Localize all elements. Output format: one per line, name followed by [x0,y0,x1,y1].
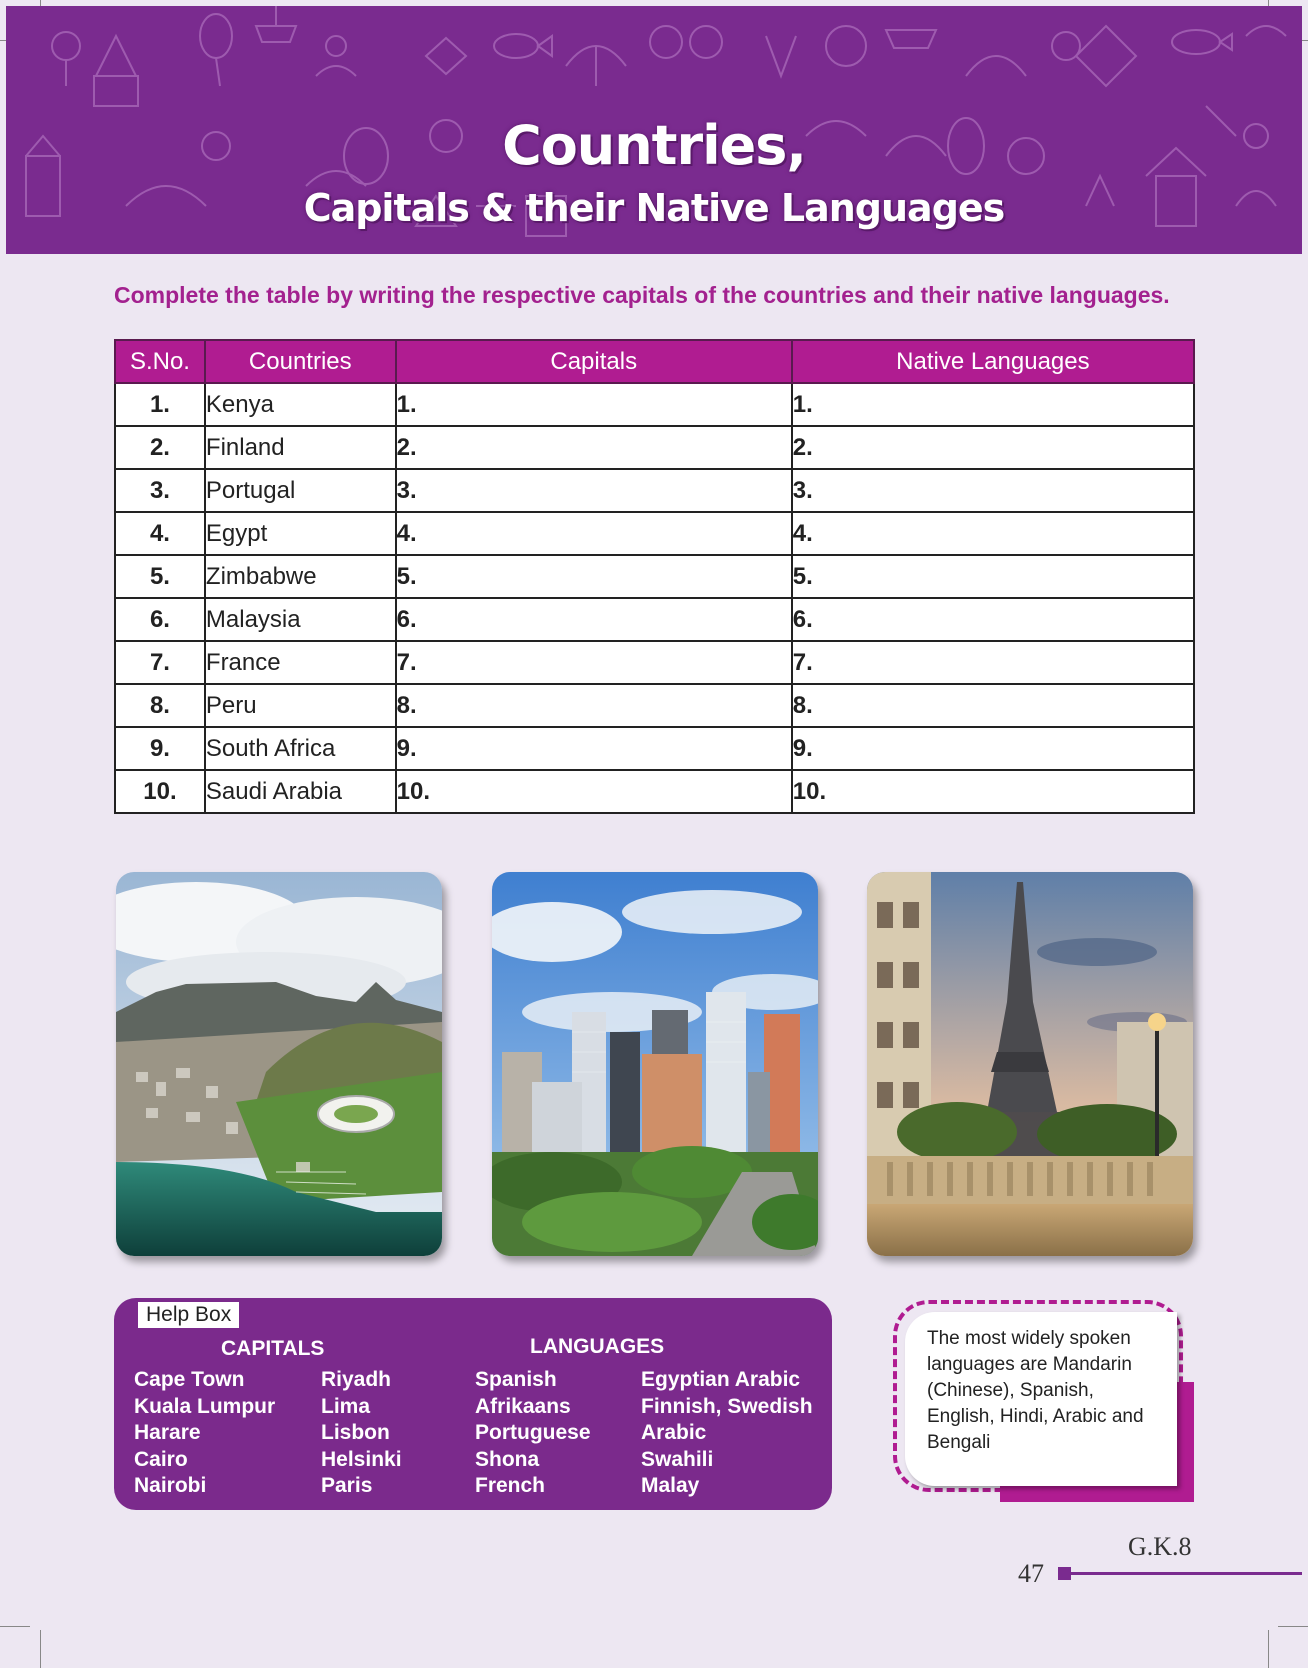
country-cell: Kenya [205,383,396,426]
capital-answer-cell[interactable]: 4. [396,512,792,555]
table-row [115,684,1194,727]
list-item: Kuala Lumpur [134,1394,276,1418]
sno-cell: 1. [115,383,205,426]
capitals-column-1 [134,1367,275,1500]
list-item: Riyadh [321,1368,392,1391]
country-cell: Portugal [205,469,396,512]
capital-answer-cell[interactable]: 1. [396,383,792,426]
table-row [115,383,1194,426]
table-row [115,426,1194,469]
sno-cell: 2. [115,426,205,469]
capital-answer-cell[interactable]: 2. [396,426,792,469]
capital-answer-cell[interactable]: 10. [396,770,792,813]
sno-cell: 6. [115,598,205,641]
language-answer-cell[interactable]: 2. [792,426,1194,469]
languages-heading: LANGUAGES [530,1335,665,1358]
list-item: Spanish [475,1368,557,1391]
header-sno: S.No. [115,340,205,383]
list-item: Portuguese [475,1421,591,1444]
capital-answer-cell[interactable]: 8. [396,684,792,727]
list-item: Swahili [641,1447,714,1471]
country-cell: Zimbabwe [205,555,396,598]
table-row [115,555,1194,598]
country-cell: Peru [205,684,396,727]
capitals-column-2 [321,1367,402,1500]
sno-cell: 4. [115,512,205,555]
list-item: Lima [321,1394,371,1418]
list-item: Afrikaans [475,1394,571,1418]
list-item: Paris [321,1474,373,1497]
instruction-text: Complete the table by writing the respective capitals of the countries and their native languages. [114,282,1170,308]
crop-mark [1278,1626,1308,1627]
sno-cell: 9. [115,727,205,770]
list-item: Finnish, Swedish [641,1394,813,1418]
crop-mark [40,1630,41,1668]
list-item: Cape Town [134,1368,245,1391]
fact-box: The most widely spoken languages are Mandarin (Chinese), Spanish, English, Hindi, Arabic and Bengali [905,1312,1177,1486]
header-banner [6,6,1302,254]
table-row [115,598,1194,641]
cape-town-photo [116,872,442,1256]
list-item: French [475,1474,546,1497]
list-item: Malay [641,1474,700,1497]
sno-cell: 7. [115,641,205,684]
table-row [115,727,1194,770]
list-item: Arabic [641,1421,707,1444]
language-answer-cell[interactable]: 8. [792,684,1194,727]
country-cell: Saudi Arabia [205,770,396,813]
list-item: Nairobi [134,1474,207,1497]
city-skyline-photo [492,872,818,1256]
table-row [115,770,1194,813]
capital-answer-cell[interactable]: 7. [396,641,792,684]
list-item: Shona [475,1447,540,1471]
capital-answer-cell[interactable]: 5. [396,555,792,598]
table-row [115,469,1194,512]
sno-cell: 10. [115,770,205,813]
languages-column-1 [475,1367,591,1500]
country-cell: Egypt [205,512,396,555]
list-item: Lisbon [321,1421,390,1444]
page-title: Countries, [502,114,806,177]
table-row [115,641,1194,684]
list-item: Egyptian Arabic [641,1368,801,1391]
list-item: Helsinki [321,1447,402,1471]
crop-mark [0,1626,30,1627]
page-marker-line [1062,1572,1302,1575]
language-answer-cell[interactable]: 10. [792,770,1194,813]
header-native-languages: Native Languages [792,340,1194,383]
languages-column-2 [641,1367,813,1500]
language-answer-cell[interactable]: 7. [792,641,1194,684]
language-answer-cell[interactable]: 9. [792,727,1194,770]
language-answer-cell[interactable]: 5. [792,555,1194,598]
country-cell: South Africa [205,727,396,770]
capital-answer-cell[interactable]: 3. [396,469,792,512]
header-capitals: Capitals [396,340,792,383]
sno-cell: 8. [115,684,205,727]
list-item: Cairo [134,1447,188,1471]
country-cell: Malaysia [205,598,396,641]
country-cell: Finland [205,426,396,469]
countries-table [114,339,1195,814]
capitals-heading: CAPITALS [221,1337,325,1360]
language-answer-cell[interactable]: 6. [792,598,1194,641]
table-header-row [115,340,1194,383]
header-countries: Countries [205,340,396,383]
country-cell: France [205,641,396,684]
table-row [115,512,1194,555]
eiffel-tower-photo [867,872,1193,1256]
book-label: G.K.8 [1128,1532,1192,1561]
page-number: 47 [1018,1559,1044,1588]
list-item: Harare [134,1421,201,1444]
capital-answer-cell[interactable]: 6. [396,598,792,641]
sno-cell: 3. [115,469,205,512]
language-answer-cell[interactable]: 4. [792,512,1194,555]
sno-cell: 5. [115,555,205,598]
crop-mark [1268,1630,1269,1668]
language-answer-cell[interactable]: 3. [792,469,1194,512]
help-box-tab: Help Box [138,1302,239,1328]
language-answer-cell[interactable]: 1. [792,383,1194,426]
capital-answer-cell[interactable]: 9. [396,727,792,770]
page-subtitle: Capitals & their Native Languages [303,186,1005,230]
